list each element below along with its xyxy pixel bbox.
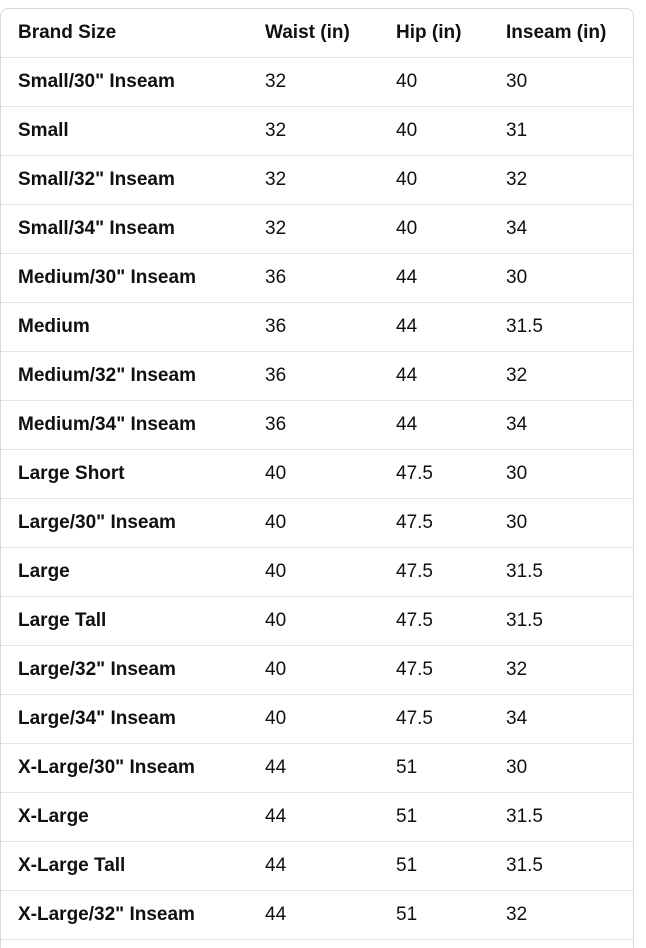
- cell-hip: 51: [379, 793, 489, 842]
- cell-waist: 40: [248, 646, 379, 695]
- table-row: [1, 891, 633, 940]
- table-row: [1, 156, 633, 205]
- cell-brand-size: X-Large Tall: [1, 842, 248, 891]
- cell-inseam: 30: [489, 254, 633, 303]
- cell-hip: 51: [379, 842, 489, 891]
- cell-waist: 32: [248, 107, 379, 156]
- cell-inseam: 30: [489, 58, 633, 107]
- table-row: [1, 401, 633, 450]
- cell-inseam: 32: [489, 352, 633, 401]
- cell-inseam: 31.5: [489, 793, 633, 842]
- cell-inseam: 32: [489, 646, 633, 695]
- cell-waist: 36: [248, 254, 379, 303]
- size-chart-header: [1, 9, 633, 58]
- table-row: [1, 303, 633, 352]
- cell-brand-size: X-Large/30" Inseam: [1, 744, 248, 793]
- size-chart-table: [1, 9, 633, 940]
- cell-waist: 32: [248, 58, 379, 107]
- cell-brand-size: Small/34" Inseam: [1, 205, 248, 254]
- cell-brand-size: X-Large/32" Inseam: [1, 891, 248, 940]
- cell-waist: 44: [248, 744, 379, 793]
- cell-waist: 40: [248, 597, 379, 646]
- cell-hip: 47.5: [379, 646, 489, 695]
- header-hip: Hip (in): [379, 9, 489, 58]
- header-brand-size: Brand Size: [1, 9, 248, 58]
- cell-inseam: 31.5: [489, 303, 633, 352]
- cell-hip: 51: [379, 744, 489, 793]
- table-row: [1, 646, 633, 695]
- cell-hip: 47.5: [379, 450, 489, 499]
- cell-inseam: 34: [489, 695, 633, 744]
- cell-brand-size: Large/30" Inseam: [1, 499, 248, 548]
- cell-inseam: 31.5: [489, 597, 633, 646]
- cell-brand-size: Medium/32" Inseam: [1, 352, 248, 401]
- cell-brand-size: Large Short: [1, 450, 248, 499]
- header-row: [1, 9, 633, 58]
- cell-hip: 47.5: [379, 597, 489, 646]
- cell-hip: 44: [379, 352, 489, 401]
- cell-inseam: 31.5: [489, 548, 633, 597]
- cell-hip: 47.5: [379, 695, 489, 744]
- table-row: [1, 499, 633, 548]
- cell-hip: 47.5: [379, 499, 489, 548]
- cell-waist: 40: [248, 695, 379, 744]
- cell-inseam: 32: [489, 891, 633, 940]
- cell-waist: 36: [248, 352, 379, 401]
- cell-waist: 40: [248, 499, 379, 548]
- cell-brand-size: Medium/34" Inseam: [1, 401, 248, 450]
- cell-brand-size: Small/30" Inseam: [1, 58, 248, 107]
- cell-waist: 44: [248, 891, 379, 940]
- cell-inseam: 31.5: [489, 842, 633, 891]
- table-row: [1, 597, 633, 646]
- cell-waist: 40: [248, 450, 379, 499]
- cell-inseam: 32: [489, 156, 633, 205]
- cell-brand-size: Large/32" Inseam: [1, 646, 248, 695]
- cell-hip: 40: [379, 205, 489, 254]
- cell-waist: 36: [248, 303, 379, 352]
- size-chart-container: [0, 8, 634, 948]
- table-row: [1, 842, 633, 891]
- cell-hip: 44: [379, 401, 489, 450]
- cell-hip: 51: [379, 891, 489, 940]
- size-chart-body: [1, 58, 633, 940]
- cell-waist: 44: [248, 842, 379, 891]
- table-row: [1, 695, 633, 744]
- cell-brand-size: Large Tall: [1, 597, 248, 646]
- cell-inseam: 34: [489, 205, 633, 254]
- cell-brand-size: Medium: [1, 303, 248, 352]
- cell-waist: 40: [248, 548, 379, 597]
- cell-inseam: 30: [489, 744, 633, 793]
- cell-waist: 32: [248, 205, 379, 254]
- cell-hip: 40: [379, 107, 489, 156]
- cell-hip: 44: [379, 254, 489, 303]
- table-row: [1, 450, 633, 499]
- table-row: [1, 205, 633, 254]
- cell-inseam: 30: [489, 499, 633, 548]
- table-row: [1, 548, 633, 597]
- cell-brand-size: Large: [1, 548, 248, 597]
- table-row: [1, 58, 633, 107]
- cell-brand-size: Medium/30" Inseam: [1, 254, 248, 303]
- cell-inseam: 34: [489, 401, 633, 450]
- cell-inseam: 31: [489, 107, 633, 156]
- cell-waist: 44: [248, 793, 379, 842]
- table-row: [1, 352, 633, 401]
- cell-waist: 32: [248, 156, 379, 205]
- cell-brand-size: X-Large: [1, 793, 248, 842]
- cell-brand-size: Large/34" Inseam: [1, 695, 248, 744]
- cell-brand-size: Small: [1, 107, 248, 156]
- cell-inseam: 30: [489, 450, 633, 499]
- table-row: [1, 744, 633, 793]
- table-row: [1, 793, 633, 842]
- cell-brand-size: Small/32" Inseam: [1, 156, 248, 205]
- cell-hip: 47.5: [379, 548, 489, 597]
- table-row: [1, 107, 633, 156]
- table-row: [1, 254, 633, 303]
- cell-hip: 44: [379, 303, 489, 352]
- cell-hip: 40: [379, 156, 489, 205]
- cell-hip: 40: [379, 58, 489, 107]
- header-inseam: Inseam (in): [489, 9, 633, 58]
- cell-waist: 36: [248, 401, 379, 450]
- header-waist: Waist (in): [248, 9, 379, 58]
